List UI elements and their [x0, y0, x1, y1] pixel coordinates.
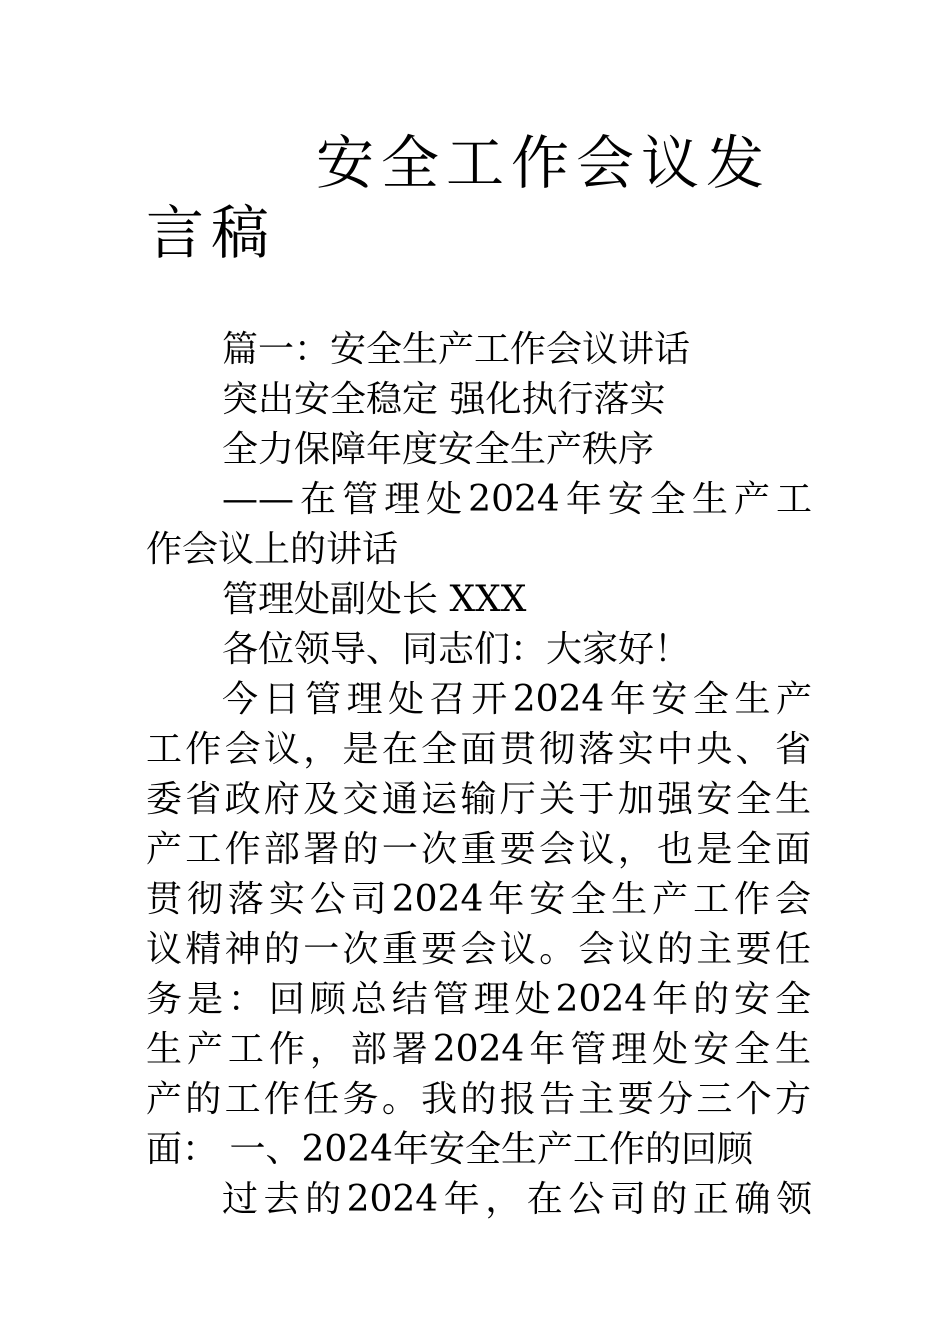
text-line: 委省政府及交通运输厅关于加强安全生 [146, 779, 811, 820]
text-line: 作会议上的讲话 [146, 529, 399, 570]
text-line: 篇一：安全生产工作会议讲话 [222, 329, 691, 370]
text-line: 过去的2024年，在公司的正确领 [222, 1179, 812, 1220]
text-line: 产的工作任务。我的报告主要分三个方 [146, 1079, 811, 1120]
text-line: 全力保障年度安全生产秩序 [222, 429, 655, 470]
text-line: 今日管理处召开2024年安全生产 [222, 679, 812, 720]
text-line: 生产工作，部署2024年管理处安全生 [146, 1029, 811, 1070]
text-line: 工作会议，是在全面贯彻落实中央、省 [146, 729, 811, 770]
text-line: 面： 一、2024年安全生产工作的回顾 [146, 1129, 754, 1170]
text-line: 管理处副处长 XXX [222, 579, 527, 620]
text-line: 议精神的一次重要会议。会议的主要任 [146, 929, 811, 970]
text-line: 贯彻落实公司2024年安全生产工作会 [146, 879, 811, 920]
text-line: 各位领导、同志们：大家好！ [222, 629, 691, 670]
text-line: 务是：回顾总结管理处2024年的安全 [146, 979, 811, 1020]
document-title: 安全工作会议发言稿 [146, 129, 772, 267]
text-line: 突出安全稳定 强化执行落实 [222, 379, 666, 420]
text-line: ——在管理处2024年安全生产工 [222, 479, 812, 520]
text-line: 产工作部署的一次重要会议，也是全面 [146, 829, 811, 870]
